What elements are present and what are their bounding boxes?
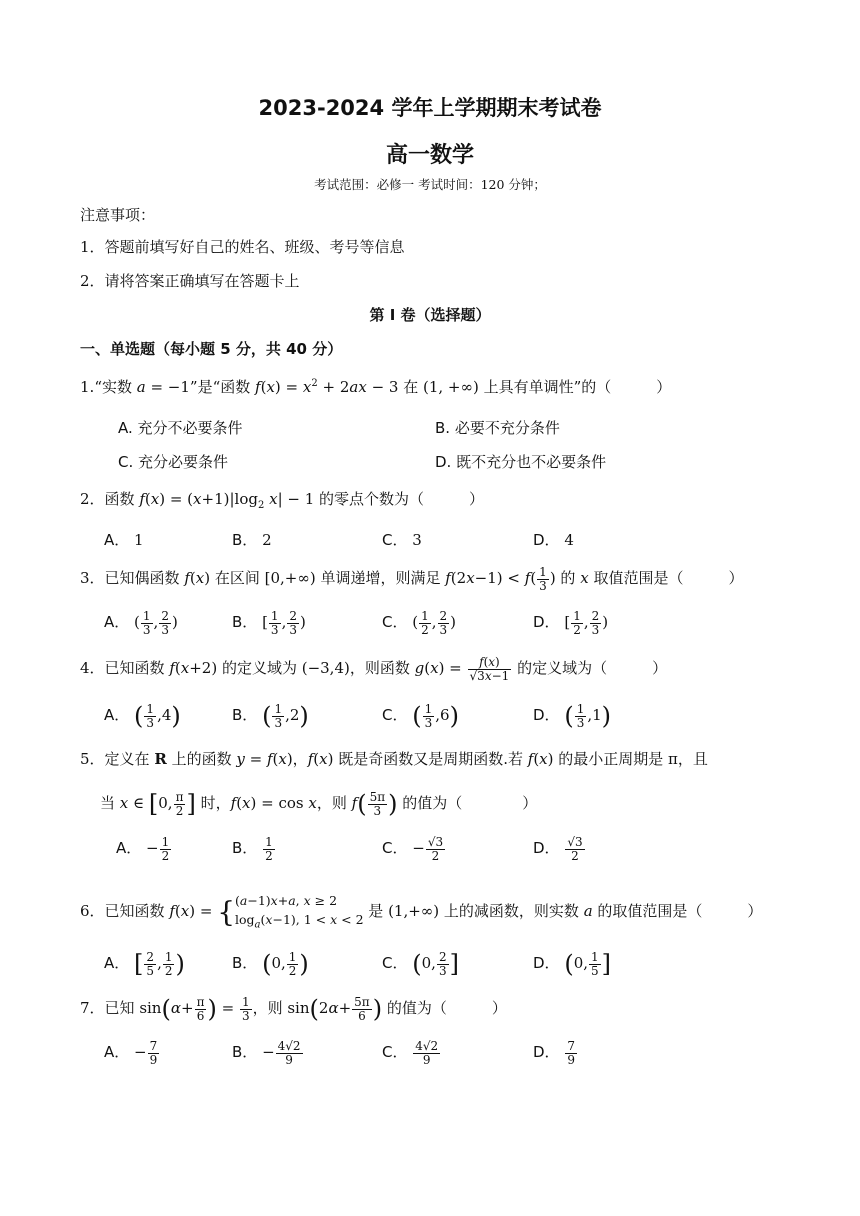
q4-option-a: A． ( $\frac{1}{3}$ ,4) [104, 701, 181, 730]
q6-option-c: C． (0, $\frac{2}{3}$ ] [382, 949, 459, 978]
q7-option-a: A． − $\frac{7}{9}$ [104, 1039, 158, 1067]
question-7: 7．已知 sin(α+ $\frac{\pi}{6}$ ) = $\frac{1}{3}$ ，则 sin(2α+ $\frac{5\pi}{6}$ ) 的值为（ ） [80, 994, 507, 1023]
q5-option-a: A． − $\frac{1}{2}$ [116, 835, 170, 863]
q3-option-a: A． ( $\frac{1}{3}$ , $\frac{2}{3}$ ) [104, 609, 178, 637]
q6-option-a: A． [ $\frac{2}{5}$ , $\frac{1}{2}$ ) [104, 949, 185, 978]
question-2: 2．函数 $f(x) = (x+1)|\log_2$ x| − 1 的零点个数为（ ） [80, 490, 485, 511]
question-5-cont: 当 x ∈ [0, $\frac{\pi}{2}$ ] 时，f(x) = cos x，则 f( $\frac{5\pi}{3}$ ) 的值为（ ） [100, 789, 538, 818]
note-item-1: 1．答题前填写好自己的姓名、班级、考号等信息 [80, 238, 405, 256]
q4-option-b: B． ( $\frac{1}{3}$ ,2) [232, 701, 309, 730]
question-5: 5．定义在 R 上的函数 y = f(x)，f(x) 既是奇函数又是周期函数.若 f(x) 的最小正周期是 π，且 [80, 750, 708, 768]
question-4: 4．已知函数 f(x+2) 的定义域为 (−3,4)，则函数 g(x) = $\frac{f(x)}{√3x-1}$ 的定义域为（ ） [80, 655, 668, 683]
question-number: 6． [80, 902, 105, 921]
q3-option-d: D． [ $\frac{1}{2}$ , $\frac{2}{3}$ ) [533, 609, 609, 637]
question-number: 7． [80, 999, 105, 1017]
part-title: 一、单选题（每小题 5 分，共 40 分） [80, 340, 343, 358]
question-number: 4． [80, 659, 105, 678]
q3-option-c: C． ( $\frac{1}{2}$ , $\frac{2}{3}$ ) [382, 609, 457, 637]
q4-option-d: D． ( $\frac{1}{3}$ ,1) [533, 701, 612, 730]
q6-option-d: D． (0, $\frac{1}{5}$ ] [533, 949, 612, 978]
q1-option-a: A. 充分不必要条件 [118, 419, 243, 437]
q5-option-c: C． − $\frac{√3}{2}$ [382, 835, 444, 863]
question-number: 3． [80, 569, 105, 588]
q7-option-b: B． − $\frac{4√2}{9}$ [232, 1039, 301, 1067]
note-item-2: 2．请将答案正确填写在答题卡上 [80, 272, 300, 290]
q2-option-c: C． 3 [382, 531, 422, 549]
q1-option-c: C. 充分必要条件 [118, 453, 229, 471]
question-1: 1.“实数 a = −1”是“函数 $f(x) = x^2 + 2ax - 3$ 在 (1, +∞) 上具有单调性”的（ ） [80, 378, 672, 396]
q4-option-c: C． ( $\frac{1}{3}$ ,6) [382, 701, 459, 730]
question-number: 5． [80, 750, 105, 768]
question-number: 1. [80, 378, 95, 396]
q1-option-d: D. 既不充分也不必要条件 [435, 453, 607, 471]
question-6: 6．已知函数 f(x) = { (a−1)x+a, x ≥ 2 $\log_a(x-1)$, 1 < x < 2 是 (1,+∞) 上的减函数，则实数 a 的取值范围是（ ） [80, 893, 763, 931]
question-number: 2． [80, 490, 105, 508]
exam-title: 2023-2024 学年上学期期末考试卷 [258, 96, 602, 120]
q3-option-b: B． [ $\frac{1}{3}$ , $\frac{2}{3}$ ) [232, 609, 306, 637]
exam-subtitle: 高一数学 [385, 143, 474, 168]
exam-meta: 考试范围：必修一 考试时间：120 分钟； [314, 177, 546, 192]
q7-option-c: C． $\frac{4√2}{9}$ [382, 1039, 439, 1067]
q1-option-b: B. 必要不充分条件 [435, 419, 560, 437]
question-3: 3．已知偶函数 f(x) 在区间 [0,+∞) 单调递增，则满足 f(2x−1) < f( $\frac{1}{3}$ ) 的 x 取值范围是（ ） [80, 565, 744, 593]
q2-option-a: A． 1 [104, 531, 144, 549]
q6-option-b: B． (0, $\frac{1}{2}$ ) [232, 949, 309, 978]
q5-option-b: B． $\frac{1}{2}$ [232, 835, 273, 863]
notes-heading: 注意事项： [80, 206, 156, 224]
section-title: 第 I 卷（选择题） [369, 306, 491, 324]
q2-option-b: B． 2 [232, 531, 272, 549]
q7-option-d: D． $\frac{7}{9}$ [533, 1039, 575, 1067]
q2-option-d: D． 4 [533, 531, 574, 549]
q5-option-d: D． $\frac{√3}{2}$ [533, 835, 583, 863]
